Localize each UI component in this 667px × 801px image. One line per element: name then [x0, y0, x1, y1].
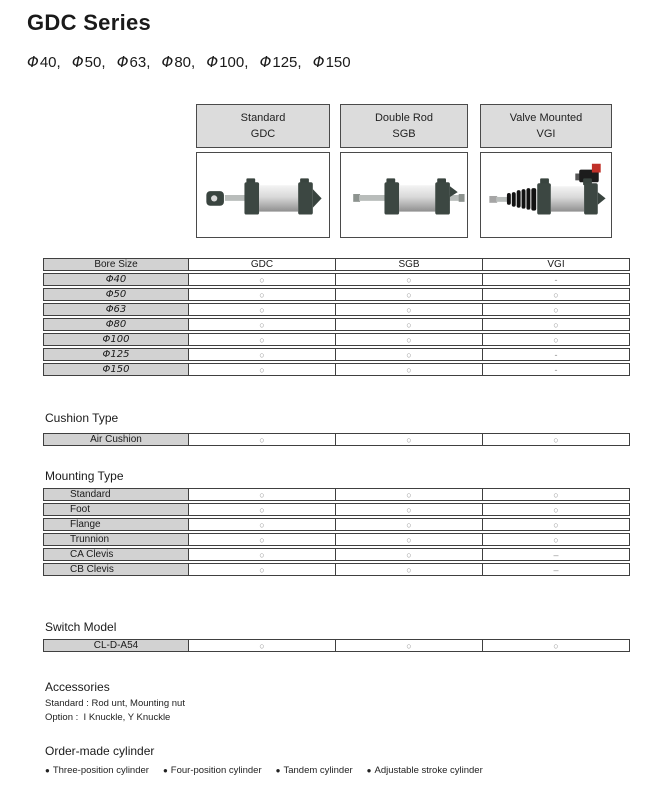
- mounting-type-table: [43, 488, 630, 578]
- availability-cell: ○: [335, 364, 482, 375]
- cylinder-illustration: [197, 153, 329, 237]
- availability-cell: ○: [188, 349, 335, 360]
- bullet-icon: ●: [45, 765, 50, 775]
- table-row: [43, 548, 630, 561]
- mounting-type-heading: Mounting Type: [45, 469, 124, 483]
- availability-cell: ○: [335, 549, 482, 560]
- cushion-type-table: [43, 433, 630, 448]
- product-type-label: Double Rod: [374, 112, 434, 124]
- availability-cell: ○: [188, 434, 335, 445]
- cushion-type-heading: Cushion Type: [45, 411, 119, 425]
- row-label: CL-D-A54: [44, 640, 188, 651]
- phi-symbol: Φ: [206, 53, 219, 71]
- availability-cell: ○: [335, 519, 482, 530]
- accessories-standard-line: Standard : Rod unt, Mounting nut: [45, 698, 185, 709]
- phi-symbol: Φ: [312, 53, 325, 71]
- row-label: Φ63: [44, 304, 188, 315]
- bullet-icon: ●: [366, 765, 372, 775]
- availability-cell: ○: [335, 640, 482, 651]
- availability-cell: ○: [482, 434, 629, 445]
- table-row: [43, 288, 630, 301]
- table-row: [43, 533, 630, 546]
- availability-cell: ○: [335, 334, 482, 345]
- column-header: Bore Size: [44, 259, 188, 270]
- column-header: GDC: [188, 259, 335, 270]
- availability-cell: ○: [335, 319, 482, 330]
- bore-sizes-subtitle: [27, 53, 358, 71]
- order-made-items: [45, 765, 483, 776]
- availability-cell: ○: [482, 640, 629, 651]
- product-model-label: SGB: [392, 128, 416, 140]
- row-label: Air Cushion: [44, 434, 188, 445]
- availability-cell: ○: [188, 534, 335, 545]
- bore-size: Φ80 ,: [162, 54, 196, 71]
- table-row: [43, 333, 630, 346]
- product-model-label: VGI: [536, 128, 556, 140]
- availability-cell: ○: [335, 564, 482, 575]
- phi-symbol: Φ: [161, 53, 174, 71]
- availability-cell: ○: [335, 349, 482, 360]
- availability-cell: ○: [482, 289, 629, 300]
- switch-model-heading: Switch Model: [45, 620, 117, 634]
- table-row: [43, 273, 630, 286]
- availability-cell: ○: [335, 434, 482, 445]
- availability-cell: –: [482, 564, 629, 575]
- cylinder-illustration: [341, 153, 467, 237]
- page-title: GDC Series: [27, 10, 152, 35]
- table-row: [43, 488, 630, 501]
- availability-cell: ○: [482, 504, 629, 515]
- availability-cell: ○: [335, 534, 482, 545]
- table-header-row: [43, 258, 630, 271]
- availability-cell: ○: [188, 519, 335, 530]
- row-label: CA Clevis: [44, 549, 188, 560]
- order-made-item: ● Four-position cylinder: [162, 765, 262, 776]
- row-label: Trunnion: [44, 534, 188, 545]
- table-row: [43, 348, 630, 361]
- availability-cell: ○: [188, 319, 335, 330]
- table-row: [43, 318, 630, 331]
- availability-cell: -: [482, 364, 629, 375]
- availability-cell: ○: [188, 364, 335, 375]
- cylinder-illustration: [481, 153, 611, 237]
- product-type-label: Standard: [240, 112, 286, 124]
- order-made-item: ● Tandem cylinder: [275, 765, 353, 776]
- order-made-item: ● Three-position cylinder: [45, 765, 149, 776]
- product-header-valve-mounted: [480, 104, 612, 148]
- availability-cell: –: [482, 549, 629, 560]
- availability-cell: ○: [482, 304, 629, 315]
- bore-size: Φ150: [312, 53, 351, 71]
- accessories-heading: Accessories: [45, 680, 110, 694]
- row-label: CB Clevis: [44, 564, 188, 575]
- row-label: Φ80: [44, 319, 188, 330]
- availability-cell: ○: [335, 504, 482, 515]
- table-row: [43, 563, 630, 576]
- availability-cell: ○: [188, 564, 335, 575]
- availability-cell: ○: [335, 274, 482, 285]
- availability-cell: ○: [482, 489, 629, 500]
- bore-size: Φ125 ,: [260, 54, 302, 71]
- table-row: [43, 639, 630, 652]
- row-label: Φ125: [44, 349, 188, 360]
- row-label: Φ50: [44, 289, 188, 300]
- row-label: Φ150: [44, 364, 188, 375]
- bore-size: Φ63 ,: [117, 54, 151, 71]
- bullet-icon: ●: [162, 765, 168, 775]
- valve-mounted-cylinder-image: [480, 152, 612, 238]
- table-row: [43, 363, 630, 376]
- phi-symbol: Φ: [71, 53, 84, 71]
- standard-cylinder-image: [196, 152, 330, 238]
- availability-cell: ○: [188, 304, 335, 315]
- availability-cell: ○: [188, 640, 335, 651]
- row-label: Φ40: [44, 274, 188, 285]
- row-label: Foot: [44, 504, 188, 515]
- phi-symbol: Φ: [116, 53, 129, 71]
- availability-cell: ○: [482, 319, 629, 330]
- row-label: Standard: [44, 489, 188, 500]
- availability-cell: ○: [482, 534, 629, 545]
- double-rod-cylinder-image: [340, 152, 468, 238]
- availability-cell: ○: [188, 549, 335, 560]
- availability-cell: ○: [335, 304, 482, 315]
- availability-cell: ○: [335, 489, 482, 500]
- column-header: VGI: [482, 259, 629, 270]
- row-label: Flange: [44, 519, 188, 530]
- product-type-label: Valve Mounted: [509, 112, 583, 124]
- bore-size: Φ50 ,: [72, 54, 106, 71]
- availability-cell: ○: [188, 334, 335, 345]
- availability-cell: ○: [335, 289, 482, 300]
- availability-cell: -: [482, 274, 629, 285]
- accessories-option-line: Option : I Knuckle, Y Knuckle: [45, 712, 171, 723]
- table-row: [43, 433, 630, 446]
- product-header-standard: [196, 104, 330, 148]
- table-row: [43, 303, 630, 316]
- bullet-icon: ●: [275, 765, 281, 775]
- phi-symbol: Φ: [27, 53, 39, 71]
- order-made-heading: Order-made cylinder: [45, 744, 155, 758]
- bore-size: Φ100 ,: [206, 54, 248, 71]
- bore-size-table: [43, 258, 630, 378]
- availability-cell: ○: [482, 334, 629, 345]
- table-row: [43, 518, 630, 531]
- product-model-label: GDC: [250, 128, 276, 140]
- phi-symbol: Φ: [259, 53, 272, 71]
- availability-cell: ○: [188, 289, 335, 300]
- availability-cell: ○: [188, 504, 335, 515]
- availability-cell: ○: [482, 519, 629, 530]
- availability-cell: -: [482, 349, 629, 360]
- table-row: [43, 503, 630, 516]
- product-header-double-rod: [340, 104, 468, 148]
- bore-size: Φ40 ,: [27, 54, 61, 71]
- row-label: Φ100: [44, 334, 188, 345]
- availability-cell: ○: [188, 489, 335, 500]
- switch-model-table: [43, 639, 630, 654]
- column-header: SGB: [335, 259, 482, 270]
- availability-cell: ○: [188, 274, 335, 285]
- order-made-item: ● Adjustable stroke cylinder: [366, 765, 483, 776]
